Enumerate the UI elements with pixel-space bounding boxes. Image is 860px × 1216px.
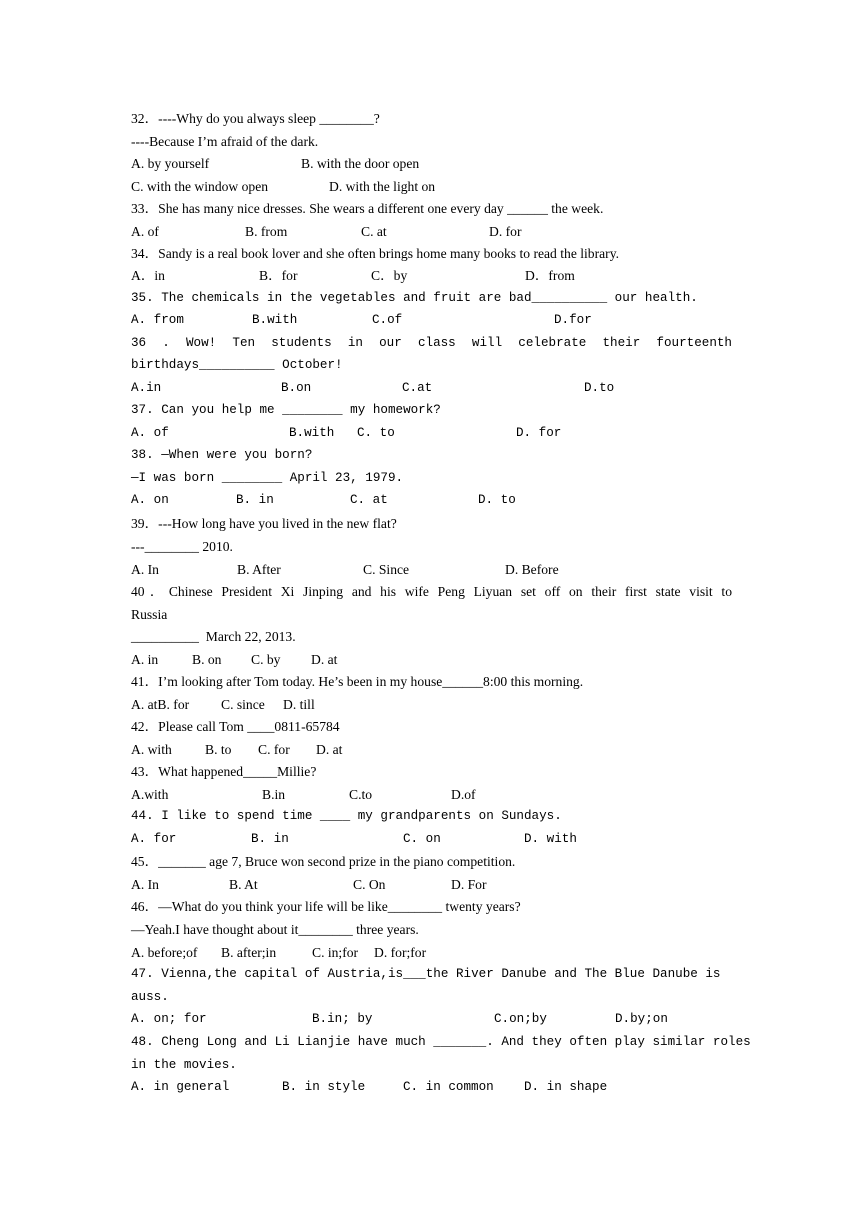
answer-option: A. in — [131, 652, 159, 667]
answer-options — [131, 492, 732, 509]
answer-option: A. on; for — [131, 1012, 207, 1026]
answer-option: B．for — [259, 268, 298, 283]
answer-option: C.on;by — [494, 1012, 547, 1026]
answer-options — [131, 944, 732, 961]
answer-option: A. In — [131, 877, 159, 892]
answer-options — [131, 651, 732, 668]
answer-option: B.in — [262, 787, 286, 802]
answer-option: D. For — [451, 877, 487, 892]
answer-options — [131, 1079, 732, 1096]
answer-option: D.for — [554, 313, 592, 327]
answer-option: C. for — [258, 742, 290, 757]
answer-option: D. for — [516, 426, 562, 440]
answer-option: D. for;for — [374, 945, 427, 960]
answer-option: B.in; by — [312, 1012, 373, 1026]
question-stem: 41．I’m looking after Tom today. He’s been in my house______8:00 this morning. — [131, 674, 584, 689]
question-stem: 37. Can you help me ________ my homework? — [131, 403, 441, 417]
answer-option: C. at — [350, 493, 388, 507]
answer-option: C. on — [403, 832, 441, 846]
answer-options — [131, 1011, 732, 1028]
answer-options — [131, 223, 732, 240]
answer-option: D.of — [451, 787, 476, 802]
answer-option: A.with — [131, 787, 169, 802]
question-text-line: ----Because I’m afraid of the dark. — [131, 134, 319, 149]
answer-options — [131, 155, 732, 172]
answer-option: B. in style — [282, 1080, 366, 1094]
answer-option: B. on — [192, 652, 222, 667]
answer-option: A．in — [131, 268, 165, 283]
answer-option: A. In — [131, 562, 159, 577]
answer-option: C. at — [361, 224, 387, 239]
answer-options — [131, 831, 732, 848]
answer-option: C. by — [251, 652, 281, 667]
question-stem: 42．Please call Tom ____0811-65784 — [131, 719, 340, 734]
answer-option: B. after;in — [221, 945, 277, 960]
question-text-line: Russia — [131, 607, 168, 622]
answer-option: D.to — [584, 381, 615, 395]
answer-option: C. Since — [363, 562, 410, 577]
answer-option: B.with — [252, 313, 298, 327]
answer-option: C.at — [402, 381, 433, 395]
answer-options — [131, 425, 732, 442]
answer-option: A. in general — [131, 1080, 230, 1094]
answer-option: B. After — [237, 562, 281, 577]
answer-option: C. with the window open — [131, 179, 269, 194]
question-stem: 33．She has many nice dresses. She wears a different one every day ______ the week. — [131, 201, 604, 216]
question-stem: 45．_______ age 7, Bruce won second prize in the piano competition. — [131, 854, 516, 869]
answer-option: C. in common — [403, 1080, 494, 1094]
answer-option: B. to — [205, 742, 232, 757]
answer-option: B. with the door open — [301, 156, 420, 171]
question-stem: 38. —When were you born? — [131, 448, 313, 462]
answer-options — [131, 178, 732, 195]
answer-option: B. in — [251, 832, 289, 846]
answer-option: C. On — [353, 877, 386, 892]
answer-option: C.of — [372, 313, 403, 327]
answer-option: D. to — [478, 493, 516, 507]
answer-option: C. in;for — [312, 945, 359, 960]
answer-option: B. At — [229, 877, 258, 892]
answer-option: A. of — [131, 426, 169, 440]
question-stem: 40．Chinese President Xi Jinping and his wife Peng Liyuan set off on their first state visit to — [131, 584, 732, 599]
answer-option: D. with — [524, 832, 577, 846]
question-stem: 48. Cheng Long and Li Lianjie have much _______. And they often play similar roles — [131, 1035, 751, 1049]
answer-options — [131, 786, 732, 803]
answer-options — [131, 312, 732, 329]
question-stem: 46．—What do you think your life will be like________ twenty years? — [131, 899, 521, 914]
question-stem: 47. Vienna,the capital of Austria,is___the River Danube and The Blue Danube is — [131, 967, 721, 981]
answer-option: D. Before — [505, 562, 559, 577]
answer-option: B.with — [289, 426, 335, 440]
answer-option: D．from — [525, 268, 575, 283]
question-text-line: ---________ 2010. — [131, 539, 233, 554]
answer-option: A. before;of — [131, 945, 198, 960]
answer-option: D. in shape — [524, 1080, 608, 1094]
question-stem: 34．Sandy is a real book lover and she often brings home many books to read the library. — [131, 246, 620, 261]
question-text-line: —Yeah.I have thought about it________ three years. — [131, 922, 419, 937]
question-stem: 39．---How long have you lived in the new flat? — [131, 516, 397, 531]
question-stem: 43．What happened_____Millie? — [131, 764, 317, 779]
question-text-line: in the movies. — [131, 1058, 237, 1072]
answer-option: C. to — [357, 426, 395, 440]
answer-option: B.on — [281, 381, 312, 395]
question-text-line: birthdays__________ October! — [131, 358, 343, 372]
answer-option: A. with — [131, 742, 172, 757]
answer-option: A. for — [131, 832, 177, 846]
answer-options — [131, 561, 732, 578]
answer-option: B. from — [245, 224, 288, 239]
question-stem: 36 . Wow! Ten students in our class will celebrate their fourteenth — [131, 336, 732, 350]
answer-option: A. of — [131, 224, 159, 239]
answer-option: D. at — [316, 742, 343, 757]
answer-options — [131, 696, 732, 713]
answer-option: A. from — [131, 313, 184, 327]
answer-option: A.in — [131, 381, 162, 395]
answer-options — [131, 380, 732, 397]
answer-option: D. till — [283, 697, 315, 712]
question-stem: 44. I like to spend time ____ my grandparents on Sundays. — [131, 809, 562, 823]
question-text-line: —I was born ________ April 23, 1979. — [131, 471, 404, 485]
answer-options — [131, 267, 732, 284]
answer-option: C.to — [349, 787, 373, 802]
answer-option: D. at — [311, 652, 338, 667]
question-text-line: __________ March 22, 2013. — [131, 629, 296, 644]
answer-option: D. for — [489, 224, 522, 239]
question-stem: 35. The chemicals in the vegetables and fruit are bad__________ our health. — [131, 291, 698, 305]
answer-option: D. with the light on — [329, 179, 436, 194]
answer-options — [131, 876, 732, 893]
answer-option: D.by;on — [615, 1012, 668, 1026]
answer-option: C．by — [371, 268, 408, 283]
question-stem: 32．----Why do you always sleep ________? — [131, 111, 380, 126]
answer-option: B. in — [236, 493, 274, 507]
answer-option: A. atB. for — [131, 697, 190, 712]
question-text-line: auss. — [131, 990, 169, 1004]
answer-option: A. on — [131, 493, 169, 507]
answer-options — [131, 741, 732, 758]
answer-option: C. since — [221, 697, 265, 712]
answer-option: A. by yourself — [131, 156, 210, 171]
